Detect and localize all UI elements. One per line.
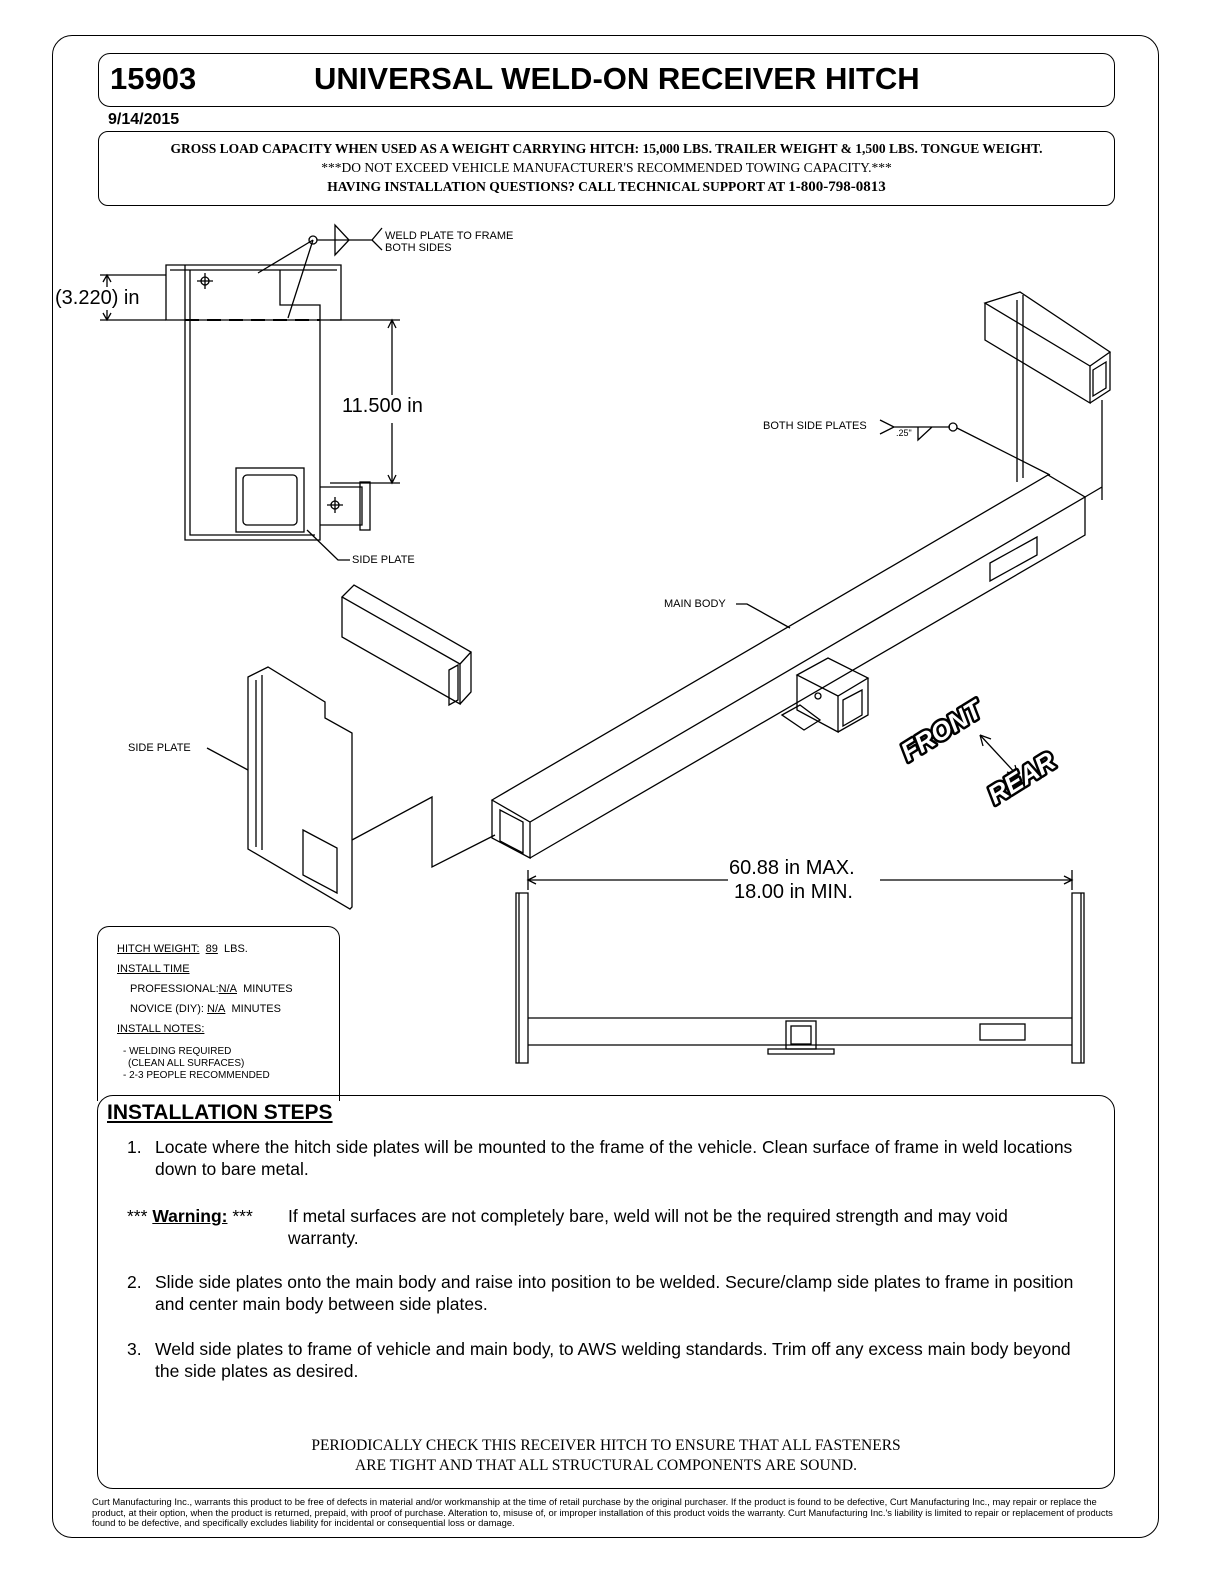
dimension-receiver-height: 11.500 in <box>342 395 423 417</box>
front-label: FRONT <box>895 694 988 768</box>
note-welding: - WELDING REQUIRED <box>123 1046 232 1057</box>
warranty-text: Curt Manufacturing Inc., warrants this product to be free of defects in material and/or workmanship at the time of retail purchase by the original purchaser. If the product is found to be defective, Curt Manufacturing Inc., may repair or replace the product, at their option, when the product is returned, prepaid, with proof of purchase. Alteration to, misuse of, or improper installation of this product voids the warranty. Curt Manufacturing Inc.'s liability is limited to repair or replacement of products found to be defective, and specifically excludes liability for incidental or consequential loss or damage. <box>92 1496 1113 1528</box>
tech-support-phone: 1-800-798-0813 <box>788 179 886 195</box>
novice-value: N/A <box>207 1003 226 1015</box>
width-max-dimension: 60.88 in MAX. <box>729 857 855 879</box>
periodic-check-notice <box>97 1436 1115 1476</box>
side-view-drawing <box>100 225 400 560</box>
periodic-line1: PERIODICALLY CHECK THIS RECEIVER HITCH TO ENSURE THAT ALL FASTENERS <box>311 1437 901 1454</box>
hitch-info-box <box>97 926 340 1101</box>
towing-warning-line: ***DO NOT EXCEED VEHICLE MANUFACTURER'S RECOMMENDED TOWING CAPACITY.*** <box>321 160 892 175</box>
hitch-weight-value: 89 <box>205 943 218 955</box>
note-clean-surfaces: (CLEAN ALL SURFACES) <box>128 1058 245 1069</box>
weld-note-line1: WELD PLATE TO FRAME <box>385 230 514 242</box>
side-plate-label-top: SIDE PLATE <box>352 554 415 566</box>
weld-note <box>385 230 513 254</box>
professional-time-row <box>130 983 293 995</box>
tech-support-text: HAVING INSTALLATION QUESTIONS? CALL TECHNICAL SUPPORT AT <box>327 179 789 194</box>
warning-pre: *** <box>127 1206 148 1226</box>
warning-post: *** <box>232 1206 253 1226</box>
novice-unit: MINUTES <box>231 1003 281 1015</box>
hitch-weight-row <box>117 943 248 955</box>
revision-date: 9/14/2015 <box>108 111 180 128</box>
weld-note-line2: BOTH SIDES <box>385 242 452 254</box>
step-2-number: 2. <box>127 1272 142 1292</box>
warning-text: If metal surfaces are not completely bare, weld will not be the required strength and may void warranty. <box>288 1206 1008 1248</box>
load-capacity-line: GROSS LOAD CAPACITY WHEN USED AS A WEIGHT CARRYING HITCH: 15,000 LBS. TRAILER WEIGHT & 1,500 LBS. TONGUE WEIGHT. <box>170 141 1043 156</box>
weld-size-label: .25" <box>896 428 912 438</box>
installation-steps-title: INSTALLATION STEPS <box>107 1101 333 1124</box>
step-1-number: 1. <box>127 1137 142 1157</box>
front-rear-labels <box>880 680 1120 820</box>
hitch-weight-unit: LBS. <box>224 943 248 955</box>
both-side-plates-label: BOTH SIDE PLATES <box>763 420 867 432</box>
warning-label: Warning: <box>152 1206 228 1226</box>
dimension-side-height: (3.220) in <box>55 287 140 309</box>
professional-unit: MINUTES <box>243 983 293 995</box>
step-1-text: Locate where the hitch side plates will be mounted to the frame of the vehicle. Clean surface of frame in weld locations down to bare metal. <box>155 1137 1073 1179</box>
novice-label: NOVICE (DIY): <box>130 1003 204 1015</box>
professional-label: PROFESSIONAL: <box>130 983 219 995</box>
warning-label-group <box>127 1205 253 1227</box>
part-number: 15903 <box>110 61 197 96</box>
periodic-line2: ARE TIGHT AND THAT ALL STRUCTURAL COMPONENTS ARE SOUND. <box>355 1457 857 1474</box>
main-body-label: MAIN BODY <box>664 598 726 610</box>
professional-value: N/A <box>218 983 237 995</box>
side-plate-label-left: SIDE PLATE <box>128 742 191 754</box>
step-3-number: 3. <box>127 1339 142 1359</box>
exploded-tube-drawing <box>342 585 471 783</box>
novice-time-row <box>130 1003 281 1015</box>
note-people: - 2-3 PEOPLE RECOMMENDED <box>123 1070 270 1081</box>
step-3-text: Weld side plates to frame of vehicle and main body, to AWS welding standards. Trim off any excess main body beyond the side plates as desired. <box>155 1339 1071 1381</box>
rear-label: REAR <box>982 745 1061 811</box>
hitch-weight-label: HITCH WEIGHT: <box>117 943 200 955</box>
page-title: UNIVERSAL WELD-ON RECEIVER HITCH <box>314 61 920 96</box>
step-2-text: Slide side plates onto the main body and raise into position to be welded. Secure/clamp side plates to frame in position and center main body between side plates. <box>155 1272 1074 1314</box>
width-min-dimension: 18.00 in MIN. <box>734 881 853 903</box>
install-time-label: INSTALL TIME <box>117 963 190 975</box>
install-notes-label: INSTALL NOTES: <box>117 1023 205 1035</box>
